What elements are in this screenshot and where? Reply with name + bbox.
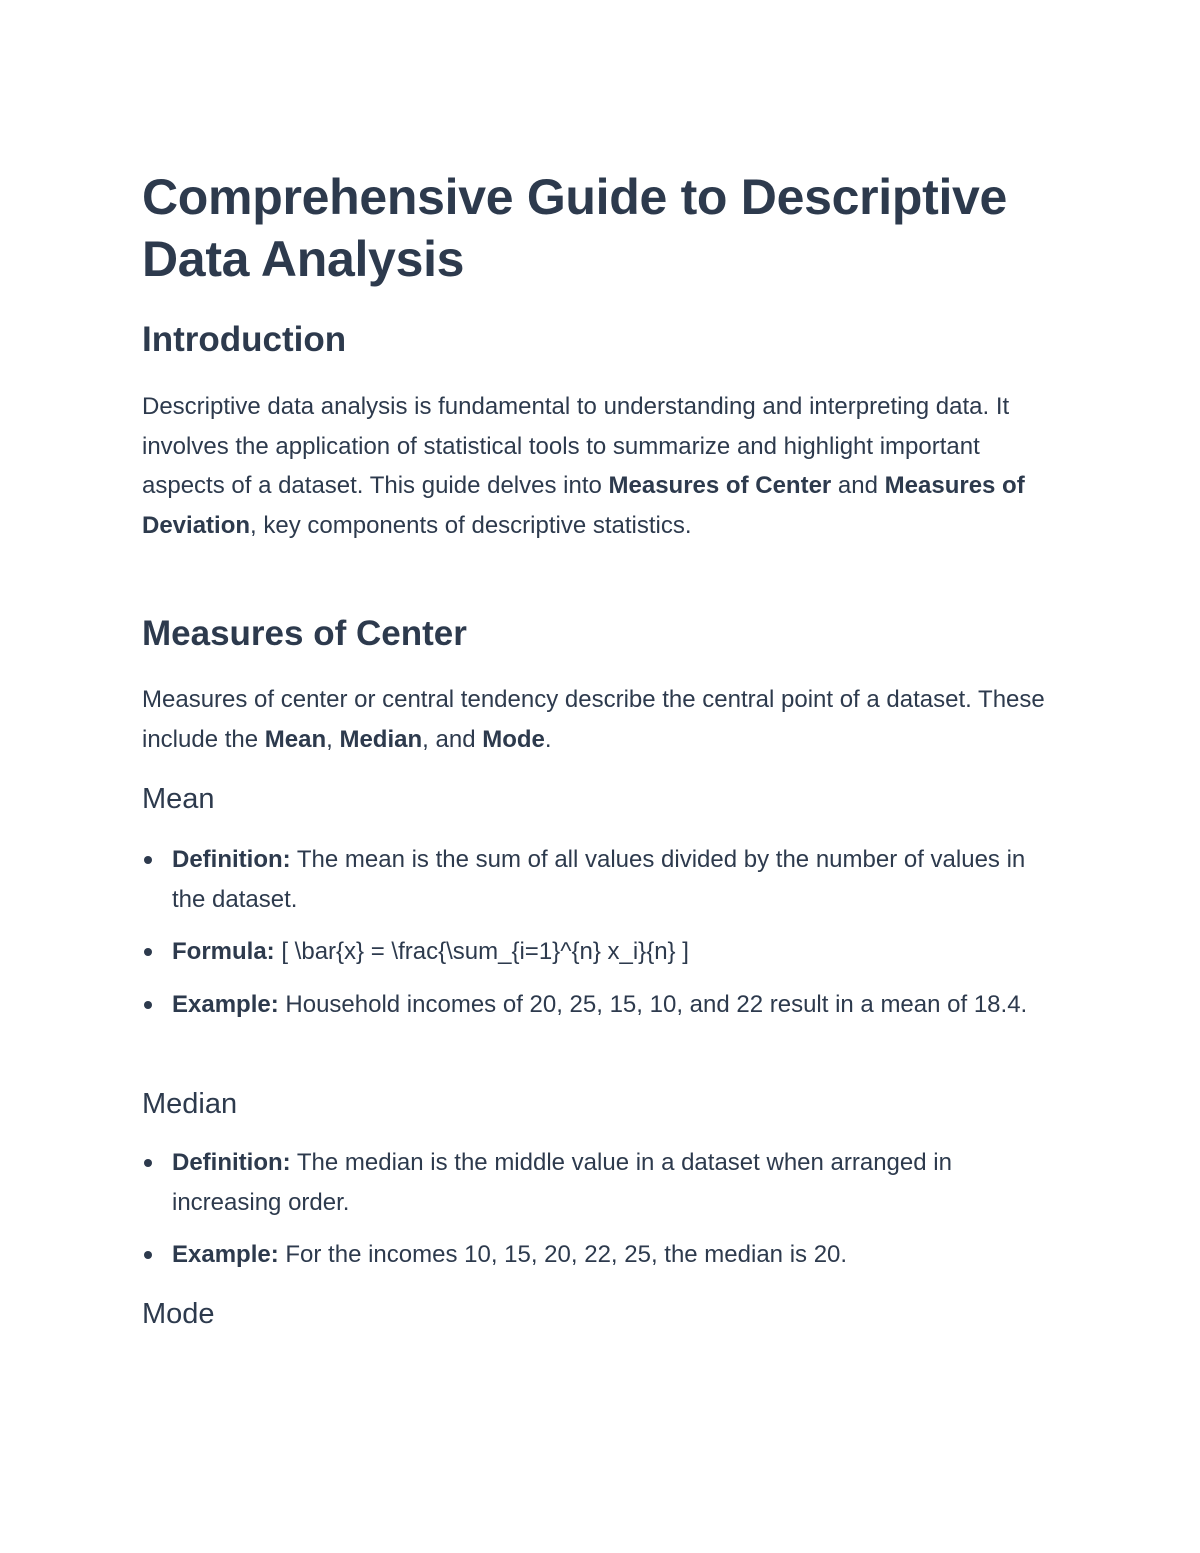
bullet-icon bbox=[144, 856, 152, 864]
intro-text-3: , key components of descriptive statistics. bbox=[250, 511, 692, 539]
center-paragraph bbox=[142, 680, 1062, 759]
bullet-icon bbox=[144, 1001, 152, 1009]
item-label: Formula: bbox=[172, 938, 275, 965]
subsection-heading-mode: Mode bbox=[142, 1298, 215, 1330]
median-list bbox=[142, 1143, 1062, 1288]
item-text: For the incomes 10, 15, 20, 22, 25, the median is 20. bbox=[278, 1241, 848, 1268]
bullet-icon bbox=[144, 948, 152, 956]
intro-bold-measures-of-deviation: Measures of Deviation bbox=[142, 472, 1025, 539]
item-text: [ \bar{x} = \frac{\sum_{i=1}^{n} x_i}{n} ] bbox=[274, 938, 689, 965]
list-item bbox=[142, 985, 1062, 1025]
center-bold-mean: Mean bbox=[264, 725, 327, 753]
list-item bbox=[142, 1235, 1062, 1275]
subsection-heading-median: Median bbox=[142, 1088, 238, 1120]
center-bold-median: Median bbox=[339, 725, 423, 753]
item-text: The mean is the sum of all values divided by the number of values in the dataset. bbox=[172, 846, 1026, 913]
center-text-1: Measures of center or central tendency describe the central point of a dataset. These include the bbox=[142, 686, 1045, 753]
center-end: . bbox=[544, 725, 552, 753]
intro-text-2: and bbox=[831, 472, 885, 499]
item-label: Definition: bbox=[172, 846, 291, 873]
item-text: The median is the middle value in a dataset when arranged in increasing order. bbox=[172, 1149, 952, 1216]
subsection-heading-mean: Mean bbox=[142, 783, 215, 815]
introduction-paragraph bbox=[142, 387, 1062, 545]
section-heading-measures-of-center: Measures of Center bbox=[142, 614, 467, 653]
list-item bbox=[142, 1143, 1062, 1222]
item-label: Definition: bbox=[172, 1149, 291, 1176]
bullet-icon bbox=[144, 1251, 152, 1259]
center-sep-1: , bbox=[326, 725, 340, 753]
list-item bbox=[142, 932, 1062, 972]
list-item bbox=[142, 840, 1062, 919]
center-bold-mode: Mode bbox=[482, 725, 545, 753]
bullet-icon bbox=[144, 1159, 152, 1167]
mean-list bbox=[142, 840, 1062, 1037]
intro-text-1: Descriptive data analysis is fundamental to understanding and interpreting data. It involves the application of statistical tools to summarize and highlight important aspects of a dataset. This guide delves into bbox=[142, 393, 1010, 499]
section-heading-introduction: Introduction bbox=[142, 320, 347, 359]
document-title: Comprehensive Guide to Descriptive Data Analysis bbox=[142, 169, 1008, 287]
item-label: Example: bbox=[172, 990, 279, 1018]
item-text: Household incomes of 20, 25, 15, 10, and 22 result in a mean of 18.4. bbox=[278, 990, 1028, 1018]
center-sep-2: , and bbox=[422, 725, 483, 753]
item-label: Example: bbox=[172, 1241, 279, 1268]
intro-bold-measures-of-center: Measures of Center bbox=[608, 472, 832, 499]
